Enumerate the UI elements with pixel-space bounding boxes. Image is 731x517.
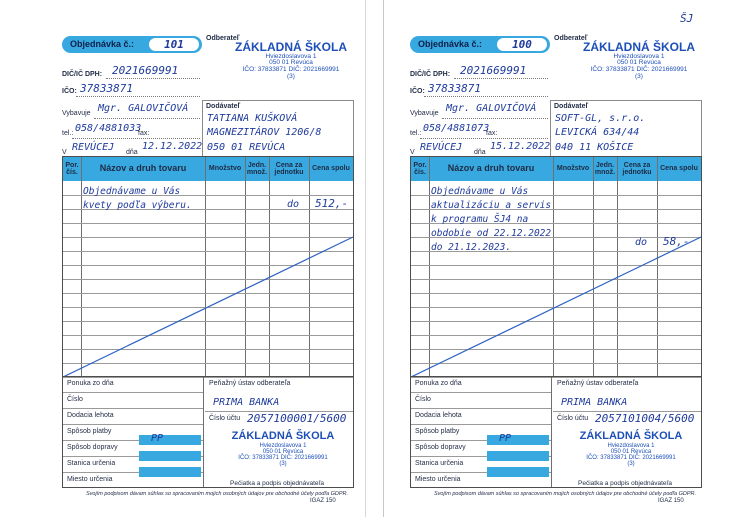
page-edge-line xyxy=(383,0,384,517)
dic-label: DIČ/IČ DPH: xyxy=(410,71,451,78)
customer-label: Odberateľ xyxy=(206,35,240,42)
col-por: Por. čís. xyxy=(413,161,427,176)
supplier-line-2: LEVICKÁ 634/44 xyxy=(555,127,640,138)
bottom-label: Miesto určenia xyxy=(67,476,113,483)
payment-value: PP xyxy=(151,433,164,444)
station-field xyxy=(487,467,549,477)
school-name: ZÁKLADNÁ ŠKOLA xyxy=(235,40,347,54)
school-street: Hviezdoslavova 1 xyxy=(265,52,317,60)
ico-value: 37833871 xyxy=(80,82,133,95)
stamp-ids: IČO: 37833871 DIČ: 2021669991 xyxy=(238,455,328,462)
bottom-label: Miesto určenia xyxy=(415,476,461,483)
supplier-line-3: 040 11 KOŠICE xyxy=(555,142,634,153)
col-por: Por. čís. xyxy=(65,161,79,176)
school-ids: IČO: 37833871 DIČ: 2021669991 xyxy=(242,66,340,74)
school-ids: IČO: 37833871 DIČ: 2021669991 xyxy=(590,66,688,74)
fax-label: fax: xyxy=(138,130,150,137)
dic-label: DIČ/IČ DPH: xyxy=(62,71,103,78)
transport-field xyxy=(139,451,201,461)
bank-value: PRIMA BANKA xyxy=(561,397,628,408)
supplier-line-1: SOFT-GL, s.r.o. xyxy=(555,113,646,124)
page-spine xyxy=(365,0,366,517)
bottom-label: Dodacia lehota xyxy=(67,412,114,419)
fax-label: fax: xyxy=(486,130,498,137)
stamp-name: ZÁKLADNÁ ŠKOLA xyxy=(579,430,683,442)
bottom-label: Spôsob platby xyxy=(415,428,460,435)
order-label: Objednávka č.: xyxy=(70,39,135,49)
stamp-ids: IČO: 37833871 DIČ: 2021669991 xyxy=(586,455,676,462)
account-label: Číslo účtu xyxy=(557,415,589,422)
signature-caption: Pečiatka a podpis objednávateľa xyxy=(578,480,673,487)
bank-value: PRIMA BANKA xyxy=(213,397,280,408)
station-field xyxy=(139,467,201,477)
stamp-city: 050 01 Revúca xyxy=(610,448,652,455)
dic-line xyxy=(106,78,200,79)
vybavuje-label: Vybavuje xyxy=(62,110,91,117)
v-label: V xyxy=(62,149,67,156)
supplier-label: Dodávateľ xyxy=(554,103,589,110)
stamp-street: Hviezdoslavova 1 xyxy=(259,442,307,449)
col-name: Názov a druh tovaru xyxy=(99,163,187,174)
col-total: Cena spolu xyxy=(312,165,350,173)
gdpr-note: Svojím podpisom dávam súhlas so spracovaním mojich osobných údajov pre obchodné účely podľa GDPR. xyxy=(85,491,349,497)
item-unit: do xyxy=(287,199,300,210)
supplier-box xyxy=(550,100,702,160)
account-value: 2057100001/5600 xyxy=(247,412,347,425)
col-unit: Jedn. množ. xyxy=(594,161,616,176)
supplier-line-3: 050 01 REVÚCA xyxy=(207,142,286,153)
order-form-right xyxy=(398,8,710,508)
stamp-code: (3) xyxy=(627,461,635,468)
col-qty: Množstvo xyxy=(208,165,242,173)
supplier-box xyxy=(202,100,354,160)
date-label: dňa xyxy=(474,149,486,156)
stamp-code: (3) xyxy=(279,461,287,468)
bottom-label: Ponuka zo dňa xyxy=(415,380,462,387)
items-table xyxy=(410,156,702,378)
vybavuje-value: Mgr. GALOVIČOVÁ xyxy=(98,103,189,114)
school-street: Hviezdoslavova 1 xyxy=(613,52,665,60)
item-line: kvety podľa výberu. xyxy=(83,200,192,211)
corner-mark: ŠJ xyxy=(680,12,694,25)
ico-value: 37833871 xyxy=(428,82,481,95)
order-number: 100 xyxy=(497,38,547,51)
bank-label: Peňažný ústav odberateľa xyxy=(557,380,639,387)
tel-value: 058/4881073 xyxy=(423,123,490,134)
col-unit-price: Cena za jednotku xyxy=(274,161,304,176)
order-number: 101 xyxy=(149,38,199,51)
school-stamp xyxy=(566,431,696,468)
item-total: 512,- xyxy=(315,197,349,210)
school-code: (3) xyxy=(287,73,295,81)
school-city: 050 01 Revúca xyxy=(269,59,313,67)
bottom-label: Stanica určenia xyxy=(67,460,116,467)
account-label: Číslo účtu xyxy=(209,415,241,422)
date-label: dňa xyxy=(126,149,138,156)
item-total: 58,- xyxy=(663,235,690,248)
item-line: aktualizáciu a servis xyxy=(431,200,552,211)
tel-label: tel.: xyxy=(62,130,74,137)
order-number-header xyxy=(62,36,202,53)
supplier-label: Dodávateľ xyxy=(206,103,241,110)
date-value: 12.12.2022 xyxy=(142,141,203,152)
signature-caption: Pečiatka a podpis objednávateľa xyxy=(230,480,325,487)
school-header xyxy=(226,41,356,81)
item-line: obdobie od 22.12.2022 xyxy=(431,228,552,239)
col-total: Cena spolu xyxy=(660,165,698,173)
ico-label: IČO: xyxy=(62,88,77,95)
bank-label: Peňažný ústav odberateľa xyxy=(209,380,291,387)
col-name: Názov a druh tovaru xyxy=(447,163,535,174)
vybavuje-label: Vybavuje xyxy=(410,110,439,117)
gdpr-note: Svojím podpisom dávam súhlas so spracovaním mojich osobných údajov pre obchodné účely podľa GDPR. xyxy=(433,491,697,497)
city-value: REVÚCEJ xyxy=(420,142,463,153)
school-header xyxy=(574,41,704,81)
col-unit: Jedn. množ. xyxy=(246,161,268,176)
bottom-label: Ponuka zo dňa xyxy=(67,380,114,387)
dic-value: 2021669991 xyxy=(460,64,527,77)
bottom-label: Stanica určenia xyxy=(415,460,464,467)
vybavuje-line xyxy=(442,118,548,119)
col-qty: Množstvo xyxy=(556,165,590,173)
form-code: IGAZ 150 xyxy=(658,498,684,504)
order-label: Objednávka č.: xyxy=(418,39,483,49)
stamp-name: ZÁKLADNÁ ŠKOLA xyxy=(231,430,335,442)
tel-value: 058/4881033 xyxy=(75,123,142,134)
stamp-street: Hviezdoslavova 1 xyxy=(607,442,655,449)
school-code: (3) xyxy=(635,73,643,81)
v-label: V xyxy=(410,149,415,156)
bottom-divider xyxy=(203,377,204,487)
ico-label: IČO: xyxy=(410,88,425,95)
ico-line xyxy=(424,96,548,97)
bottom-label: Spôsob dopravy xyxy=(67,444,118,451)
transport-field xyxy=(487,451,549,461)
item-unit: do xyxy=(635,237,648,248)
tel-label: tel.: xyxy=(410,130,422,137)
dic-value: 2021669991 xyxy=(112,64,179,77)
form-code: IGAZ 150 xyxy=(310,498,336,504)
ico-line xyxy=(76,96,200,97)
supplier-line-1: TATIANA KUŠKOVÁ xyxy=(207,113,298,124)
col-unit-price: Cena za jednotku xyxy=(622,161,652,176)
account-value: 2057101004/5600 xyxy=(595,412,695,425)
item-line: k programu ŠJ4 na xyxy=(431,214,529,225)
payment-field xyxy=(487,435,549,445)
item-line: Objednávame u Vás xyxy=(83,186,181,197)
bottom-label: Dodacia lehota xyxy=(415,412,462,419)
bottom-label: Spôsob platby xyxy=(67,428,112,435)
school-name: ZÁKLADNÁ ŠKOLA xyxy=(583,40,695,54)
payment-field xyxy=(139,435,201,445)
city-value: REVÚCEJ xyxy=(72,142,115,153)
customer-label: Odberateľ xyxy=(554,35,588,42)
bottom-label: Číslo xyxy=(415,396,431,403)
dic-line xyxy=(454,78,548,79)
item-line: Objednávame u Vás xyxy=(431,186,529,197)
item-line: do 21.12.2023. xyxy=(431,242,512,253)
school-stamp xyxy=(218,431,348,468)
date-value: 15.12.2022 xyxy=(490,141,551,152)
tel-line xyxy=(420,138,548,139)
stamp-city: 050 01 Revúca xyxy=(262,448,304,455)
vybavuje-value: Mgr. GALOVIČOVÁ xyxy=(446,103,537,114)
order-number-header xyxy=(410,36,550,53)
school-city: 050 01 Revúca xyxy=(617,59,661,67)
order-form-left xyxy=(50,8,362,508)
vybavuje-line xyxy=(94,118,200,119)
tel-line xyxy=(72,138,200,139)
bottom-label: Číslo xyxy=(67,396,83,403)
bottom-divider xyxy=(551,377,552,487)
payment-value: PP xyxy=(499,433,512,444)
supplier-line-2: MAGNEZITÁROV 1206/8 xyxy=(207,127,322,138)
items-table xyxy=(62,156,354,378)
bottom-label: Spôsob dopravy xyxy=(415,444,466,451)
